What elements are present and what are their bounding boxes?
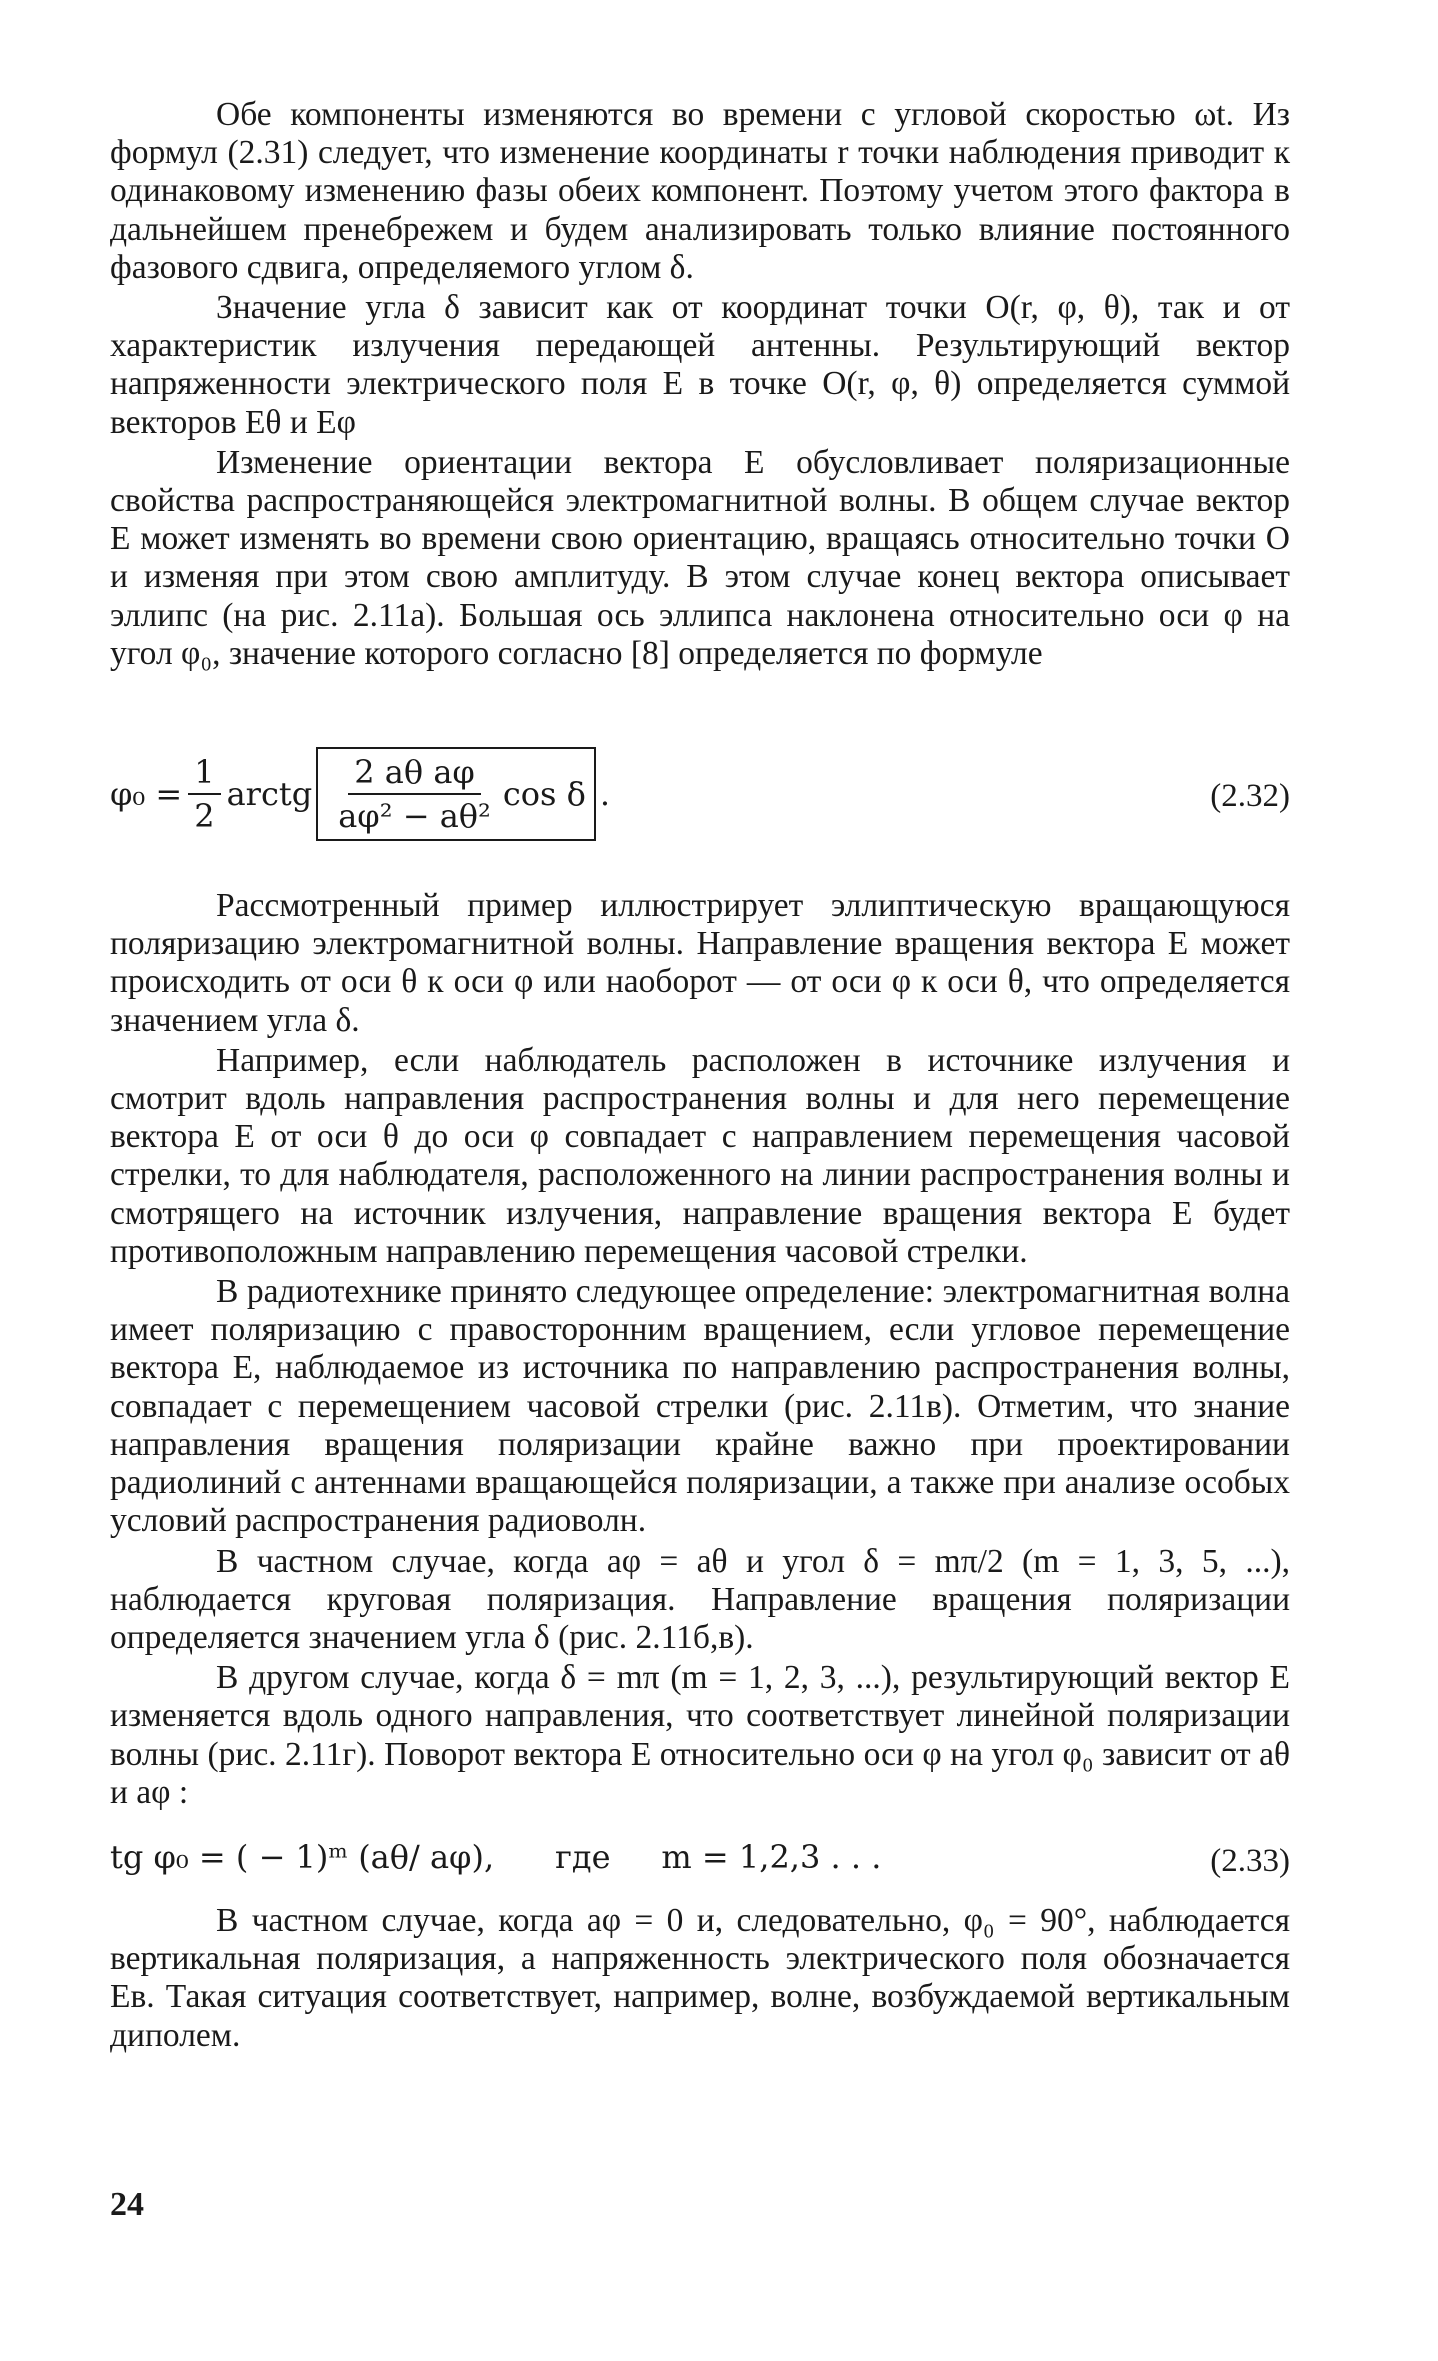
inner-denominator: aφ² − aθ² (338, 797, 491, 836)
paragraph-1: Обе компоненты изменяются во времени с угловой скоростью ωt. Из формул (2.31) следует, что изменение координаты r точки наблюдения приводит к одинаковому изменению фазы обеих компонент. Поэтому учетом этого фактора в дальнейшем пренебрежем и будем анализировать только влияние постоянного фазового сдвига, определяемого углом δ. (110, 96, 1290, 286)
paragraph-7: В частном случае, когда aφ = aθ и угол δ = mπ/2 (m = 1, 3, 5, ...), наблюдается круговая поляризация. Направление вращения поляризации определяется значением угла δ (рис. 2.11б,в). (110, 1542, 1290, 1656)
paragraph-5: Например, если наблюдатель расположен в источнике излучения и смотрит вдоль направления распространения волны и для него перемещение вектора E от оси θ до оси φ совпадает с направлением перемещения часовой стрелки, то для наблюдателя, расположенного на линии распространения волны и смотрящего на источник излучения, направление вращения вектора E будет противоположным направлению перемещения часовой стрелки. (110, 1041, 1290, 1270)
formula-2-33 (110, 1830, 1290, 1886)
paragraph-4: Рассмотренный пример иллюстрирует эллиптическую вращающуюся поляризацию электромагнитной волны. Направление вращения вектора E может происходить от оси θ к оси φ или наоборот — от оси φ к оси θ, что определяется значением угла δ. (110, 887, 1290, 1039)
formula-2-32 (110, 707, 1290, 857)
cos-delta: cos δ (502, 774, 586, 813)
paragraph-6: В радиотехнике принято следующее определение: электромагнитная волна имеет поляризацию с правосторонним вращением, если угловое перемещение вектора E, наблюдаемое из источника по направлению распространения волны, совпадает с перемещением часовой стрелки (рис. 2.11в). Отметим, что знание направления вращения поляризации крайне важно при проектировании радиолиний с антеннами вращающейся поляризации, а также при анализе особых условий распространения радиоволн. (110, 1273, 1290, 1540)
inner-fraction (332, 753, 497, 835)
paragraph-3: Изменение ориентации вектора E обусловливает поляризационные свойства распространяющейся электромагнитной волны. В общем случае вектор E может изменять во времени свою ориентацию, вращаясь относительно точки O и изменяя при этом свою амплитуду. В этом случае конец вектора описывает эллипс (на рис. 2.11а). Большая ось эллипса наклонена относительно оси φ на угол φ₀, значение которого согласно [8] определяется по формуле (110, 443, 1290, 672)
formula2-expression: tg φ₀ = ( − 1)ᵐ (aθ/ aφ), (110, 1837, 495, 1876)
formula-lhs: φ₀ = (110, 774, 183, 813)
paragraph-8: В другом случае, когда δ = mπ (m = 1, 2, 3, ...), результирующий вектор E изменяется вдоль одного направления, что соответствует линейной поляризации волны (рис. 2.11г). Поворот вектора E относительно оси φ на угол φ₀ зависит от aθ и aφ : (110, 1659, 1290, 1811)
arctg-function: arctg (226, 774, 313, 813)
paragraph-9: В частном случае, когда aφ = 0 и, следовательно, φ₀ = 90°, наблюдается вертикальная поляризация, а напряженность электрического поля обозначается Eв. Такая ситуация соответствует, например, волне, возбуждаемой вертикальным диполем. (110, 1901, 1290, 2054)
page-number: 24 (110, 2186, 144, 2223)
equation-number-2-33: (2.33) (1210, 1842, 1290, 1879)
formula2-condition: m = 1,2,3 . . . (661, 1837, 882, 1876)
formula2-where: где (555, 1837, 611, 1876)
page-body (110, 96, 1290, 2055)
half-numerator: 1 (188, 753, 220, 795)
paragraph-2: Значение угла δ зависит как от координат точки O(r, φ, θ), так и от характеристик излучения передающей антенны. Результирующий вектор напряженности электрического поля E в точке O(r, φ, θ) определяется суммой векторов Eθ и Eφ (110, 289, 1290, 441)
inner-numerator: 2 aθ aφ (348, 753, 481, 795)
formula-end: . (599, 774, 611, 813)
half-denominator: 2 (194, 797, 215, 836)
formula-bracket (316, 747, 596, 841)
half-fraction (188, 753, 220, 835)
equation-number-2-32: (2.32) (1210, 778, 1290, 815)
